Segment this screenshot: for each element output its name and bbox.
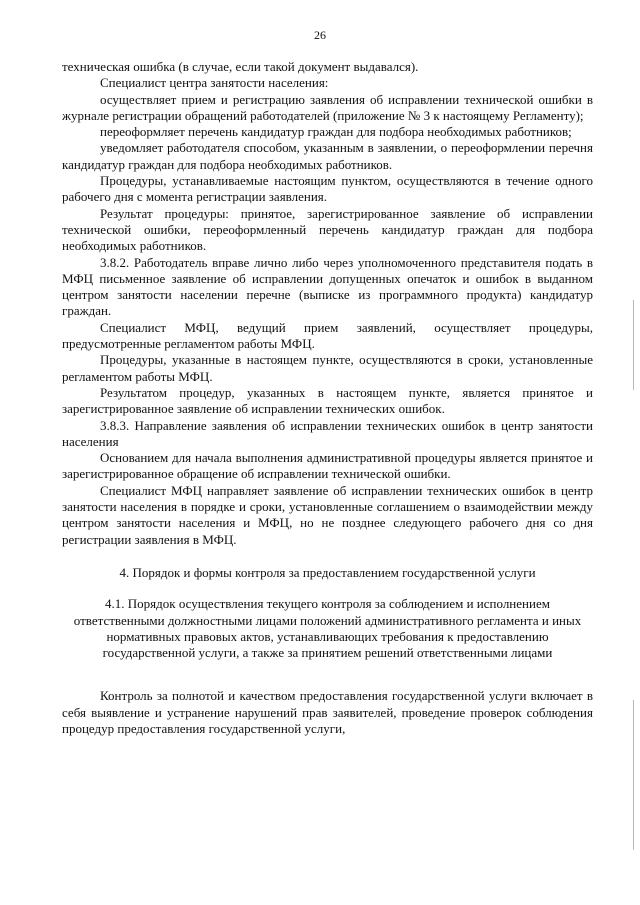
closing-paragraph: Контроль за полнотой и качеством предоставления государственной услуги включает в себя выявление и устранение нарушений прав заявителей, проведение проверок соблюдения процедур предоставления государственной услуги, (62, 688, 593, 736)
paragraph: переоформляет перечень кандидатур граждан для подбора необходимых работников; (100, 124, 572, 140)
paragraph: Процедуры, устанавливаемые настоящим пунктом, осуществляются в течение одного рабочего дня с момента регистрации заявления. (62, 173, 593, 205)
paragraph: Процедуры, указанные в настоящем пункте, осуществляются в сроки, установленные регламентом работы МФЦ. (62, 352, 593, 384)
paragraph: осуществляет прием и регистрацию заявления об исправлении технической ошибки в журнале регистрации обращений работодателей (приложение № 3 к настоящему Регламенту); (62, 91, 593, 123)
paragraph: Специалист центра занятости населения: (100, 75, 329, 91)
paragraph: техническая ошибка (в случае, если такой документ выдавался). (62, 59, 419, 74)
section-heading: 4. Порядок и формы контроля за предоставлением государственной услуги (119, 564, 536, 580)
page-number: 26 (314, 28, 326, 42)
subsection-heading: 4.1. Порядок осуществления текущего контроля за соблюдением и исполнением ответственными должностными лицами положений административного регламента и иных нормативных правовых актов, устанавливающих требования к предоставлению государственной услуги, а также за принятием решений ответственными лицами (73, 596, 582, 661)
paragraph: 3.8.3. Направление заявления об исправлении технических ошибок в центр занятости населения (62, 417, 593, 449)
spacer (62, 548, 593, 565)
paragraph: Специалист МФЦ, ведущий прием заявлений, осуществляет процедуры, предусмотренные регламентом работы МФЦ. (62, 319, 593, 352)
paragraph: Результатом процедур, указанных в настоящем пункте, является принятое и зарегистрированное заявление об исправлении технических ошибок. (62, 384, 593, 417)
page-content (62, 59, 593, 737)
paragraph: Результат процедуры: принятое, зарегистрированное заявление об исправлении технической ошибки, переоформленный перечень кандидатур граждан для подбора необходимых работников. (62, 205, 593, 254)
paragraph: Основанием для начала выполнения административной процедуры является принятое и зарегистрированное обращение об исправлении технической ошибки. (62, 450, 593, 482)
scan-edge-mark (633, 300, 634, 390)
spacer (62, 581, 593, 596)
paragraph: 3.8.2. Работодатель вправе лично либо через уполномоченного представителя подать в МФЦ письменное заявление об исправлении допущенных опечаток и ошибок в выданном центром занятости населении перечне (выписке из программного продукта) кандидатур граждан. (62, 254, 593, 319)
spacer (62, 661, 593, 688)
paragraph: уведомляет работодателя способом, указанным в заявлении, о переоформлении перечня кандидатур граждан для подбора необходимых работников. (62, 140, 593, 172)
paragraph: Специалист МФЦ направляет заявление об исправлении технических ошибок в центр занятости населения в порядке и сроки, установленные соглашением о взаимодействии между центром занятости населения и МФЦ, но не позднее следующего рабочего дня со дня регистрации заявления в МФЦ. (62, 482, 593, 547)
scan-edge-mark (633, 700, 634, 850)
